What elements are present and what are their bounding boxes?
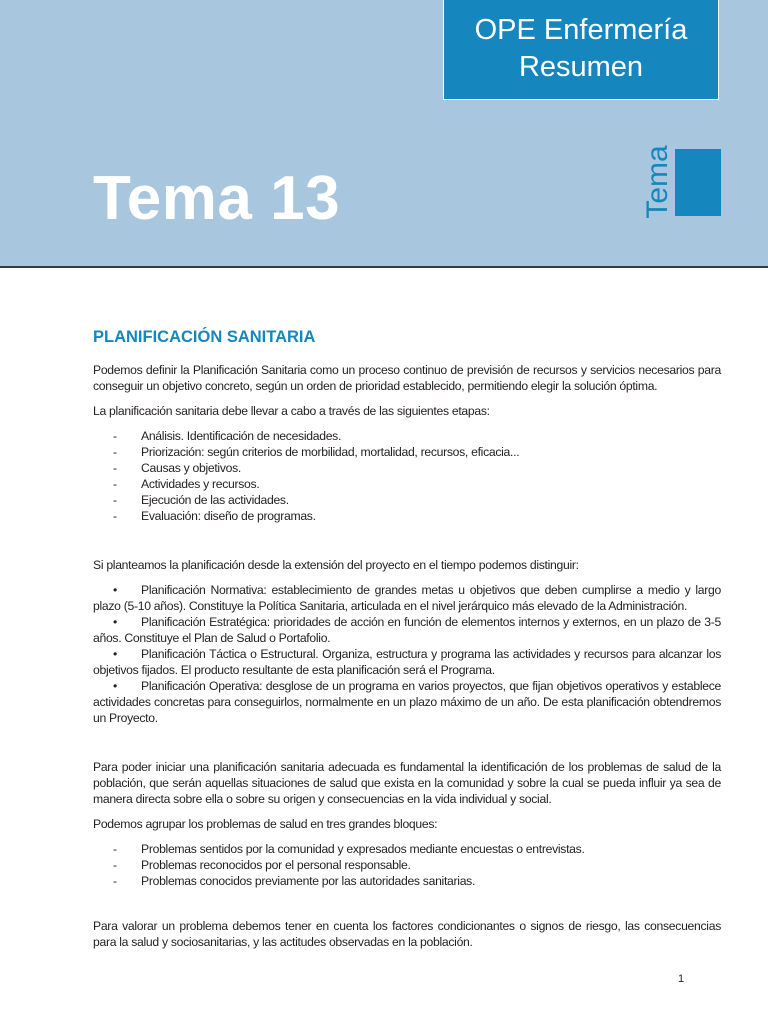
- list-item: • Planificación Operativa: desglose de un programa en varios proyectos, que fijan objetivos operativos y establece actividades concretas para conseguirlos, normalmente en un plazo máximo de un año. De esta planificación obtendremos un Proyecto.: [93, 679, 721, 725]
- stages-list: [93, 428, 721, 524]
- paragraph-stages-intro: La planificación sanitaria debe llevar a cabo a través de las siguientes etapas:: [93, 404, 490, 418]
- dash-marker: -: [113, 477, 117, 491]
- list-item: - Problemas reconocidos por el personal responsable.: [113, 858, 411, 872]
- dash-marker: -: [113, 445, 117, 459]
- bullet-marker: •: [113, 679, 117, 693]
- dash-marker: -: [113, 842, 117, 856]
- list-item: - Causas y objetivos.: [113, 461, 241, 475]
- list-item: - Actividades y recursos.: [113, 477, 260, 491]
- section-heading: PLANIFICACIÓN SANITARIA: [93, 328, 316, 346]
- dash-marker: -: [113, 509, 117, 523]
- vertical-label: [640, 142, 676, 222]
- badge-line-2: Resumen: [518, 51, 644, 83]
- list-item: - Evaluación: diseño de programas.: [113, 509, 316, 523]
- list-item: - Priorización: según criterios de morbilidad, mortalidad, recursos, eficacia...: [113, 445, 520, 459]
- bullet-marker: •: [113, 647, 117, 661]
- list-item: • Planificación Normativa: establecimiento de grandes metas u objetivos que deben cumplirse a medio y largo plazo (5-10 años). Constituye la Política Sanitaria, articulada en el nivel jerárquico más elevado de la Administración.: [93, 583, 721, 613]
- list-item: - Problemas conocidos previamente por las autoridades sanitarias.: [113, 874, 476, 888]
- dash-marker: -: [113, 461, 117, 475]
- problems-list: [93, 841, 721, 889]
- paragraph-health-problems: Para poder iniciar una planificación sanitaria adecuada es fundamental la identificación de los problemas de salud de la población, que serán aquellas situaciones de salud que exista en la comunidad y sobre la cual se pueda influir ya sea de manera directa sobre ella o sobre su origen y consecuencias en la vida individual y social.: [93, 760, 721, 806]
- list-item: • Planificación Táctica o Estructural. Organiza, estructura y programa las actividades y recursos para alcanzar los objetivos fijados. El producto resultante de esta planificación será el Programa.: [93, 647, 721, 677]
- chapter-title: Tema 13: [93, 164, 341, 233]
- paragraph-types-intro: Si planteamos la planificación desde la extensión del proyecto en el tiempo podemos distinguir:: [93, 558, 579, 572]
- paragraph-problem-evaluation: Para valorar un problema debemos tener en cuenta los factores condicionantes o signos de riesgo, las consecuencias para la salud y sociosanitarias, y las actitudes observadas en la población.: [93, 919, 721, 949]
- dash-marker: -: [113, 429, 117, 443]
- planning-types-list: [93, 582, 721, 726]
- vertical-label-text: Tema: [641, 145, 674, 219]
- paragraph-definition: Podemos definir la Planificación Sanitaria como un proceso continuo de previsión de recursos y servicios necesarios para conseguir un objetivo concreto, según un orden de prioridad establecido, permitiendo elegir la solución óptima.: [93, 363, 721, 393]
- badge-line-1: OPE Enfermería: [474, 14, 688, 46]
- paragraph-problem-groups: Podemos agrupar los problemas de salud en tres grandes bloques:: [93, 817, 438, 831]
- dash-marker: -: [113, 493, 117, 507]
- page-number: 1: [677, 973, 685, 985]
- list-item: • Planificación Estratégica: prioridades de acción en función de elementos internos y externos, en un plazo de 3-5 años. Constituye el Plan de Salud o Portafolio.: [93, 615, 721, 645]
- spacer: [93, 735, 721, 759]
- accent-square: [675, 149, 721, 216]
- page-header: [0, 0, 768, 268]
- document-body: [93, 326, 721, 959]
- list-item: - Problemas sentidos por la comunidad y expresados mediante encuestas o entrevistas.: [113, 842, 585, 856]
- spacer: [93, 898, 721, 918]
- spacer: [93, 533, 721, 557]
- dash-marker: -: [113, 874, 117, 888]
- list-item: - Análisis. Identificación de necesidades.: [113, 429, 342, 443]
- course-badge: [443, 0, 719, 100]
- bullet-marker: •: [113, 583, 117, 597]
- bullet-marker: •: [113, 615, 117, 629]
- dash-marker: -: [113, 858, 117, 872]
- list-item: - Ejecución de las actividades.: [113, 493, 289, 507]
